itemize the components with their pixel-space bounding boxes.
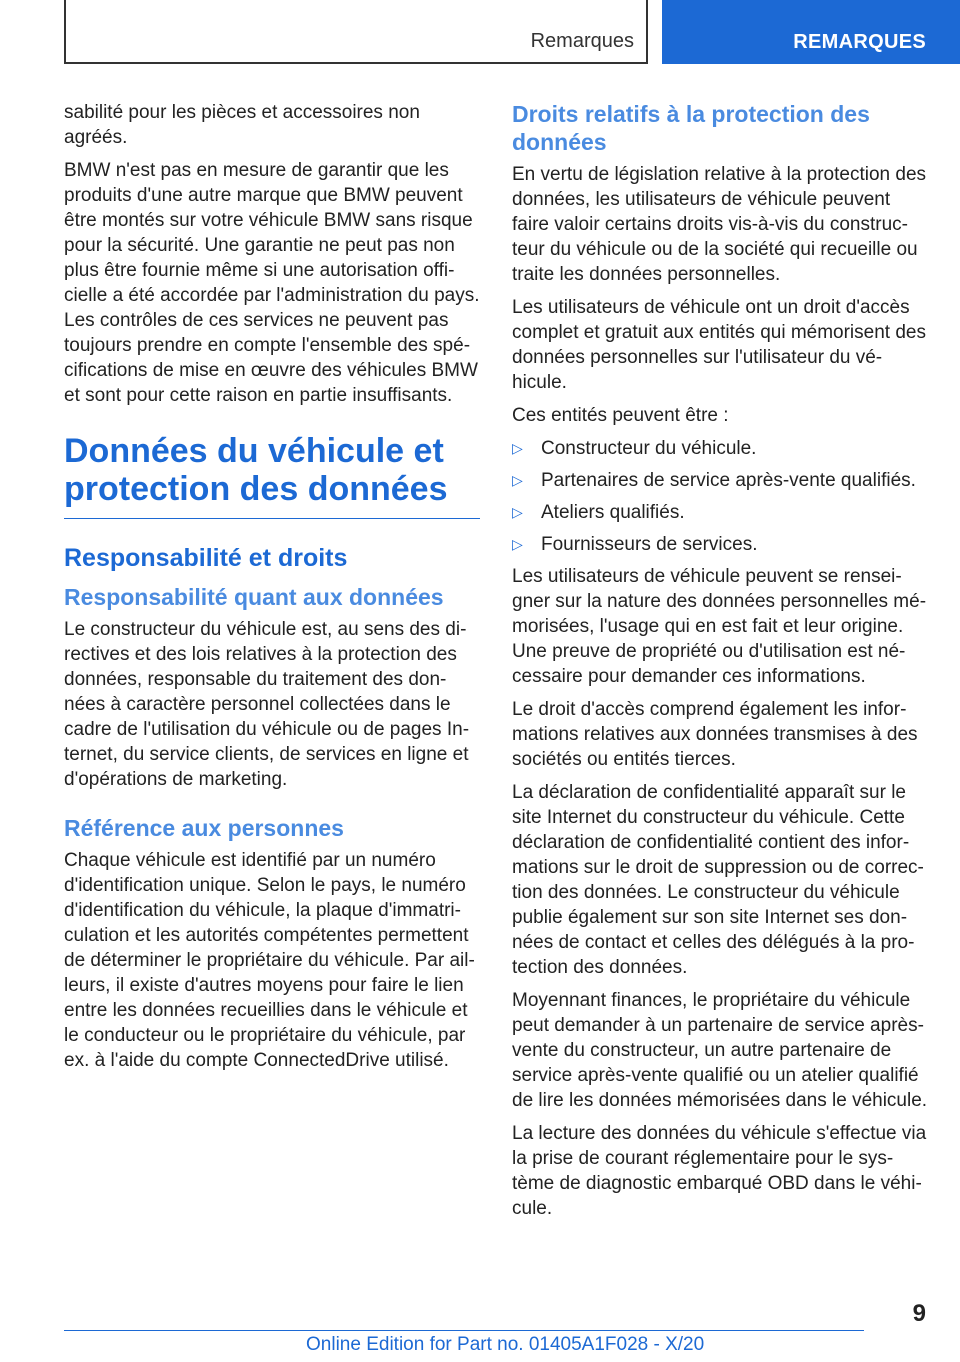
footer-divider [64, 1330, 864, 1331]
paragraph: Les utilisateurs de véhicule peuvent se renseigner sur la nature des données personnelles mémorisées, l'usage qui en est fait et leur origine. Une preuve de propriété ou d'utilisation est nécessaire pour demander ces informations. [512, 566, 927, 687]
right-column [512, 100, 928, 1229]
list-item-text: Ateliers qualifiés. [541, 502, 685, 523]
section-heading: Données du véhicule et protection des données [64, 432, 480, 519]
list-item [512, 500, 928, 525]
paragraph: Moyennant finances, le propriétaire du véhicule peut demander à un partenaire de service après-vente du constructeur, un autre partenaire de service après-vente qualifié ou un atelier qualifié de lire les données mémorisées dans le véhicule. [512, 990, 928, 1111]
paragraph: Ces entités peuvent être : [512, 405, 729, 426]
header-section-title: Remarques [530, 30, 634, 52]
list-item [512, 436, 928, 461]
header-section-box [64, 0, 648, 64]
topic-heading: Responsabilité quant aux données [64, 584, 444, 610]
paragraph: BMW n'est pas en mesure de garantir que les produits d'une autre marque que BMW peuvent être montés sur votre véhicule BMW sans risque pour la sécurité. Une garantie ne peut pas non plus être fournie même si une autorisation officielle a été accordée par l'administration du pays. Les contrôles de ces services ne peuvent pas toujours prendre en compte l'ensemble des spécifications de mise en œuvre des véhicules BMW et sont pour cette raison en partie insuffisants. [64, 160, 480, 406]
page-number: 9 [912, 1300, 926, 1327]
topic-heading: Droits relatifs à la protection des données [512, 101, 870, 155]
paragraph: Les utilisateurs de véhicule ont un droit d'accès complet et gratuit aux entités qui mémorisent des données personnelles sur l'utilisateur du véhicule. [512, 297, 926, 393]
list-item-text: Fournisseurs de services. [541, 534, 758, 555]
triangle-bullet-icon: ▷ [512, 504, 523, 520]
entity-list [512, 436, 928, 557]
triangle-bullet-icon: ▷ [512, 536, 523, 552]
left-column [64, 100, 480, 1081]
paragraph: En vertu de législation relative à la protection des données, les utilisateurs de véhicule peuvent faire valoir certains droits vis-à-vis du constructeur du véhicule ou de la société qui recueille ou traite les données personnelles. [512, 164, 927, 285]
header-chapter-tab [662, 0, 960, 64]
paragraph: La déclaration de confidentialité apparaît sur le site Internet du constructeur du véhicule. Cette déclaration de confidentialité contient des informations sur le droit de suppression ou de correction des données. Le constructeur du véhicule publie également sur son site Internet ses données de contact et celles des délégués à la protection des données. [512, 782, 924, 978]
topic-heading: Référence aux personnes [64, 815, 344, 841]
paragraph: La lecture des données du véhicule s'effectue via la prise de courant réglementaire pour le système de diagnostic embarqué OBD dans le véhicule. [512, 1123, 927, 1219]
triangle-bullet-icon: ▷ [512, 472, 523, 488]
list-item-text: Constructeur du véhicule. [541, 438, 757, 459]
paragraph: Chaque véhicule est identifié par un numéro d'identification unique. Selon le pays, le numéro d'identification du véhicule, la plaque d'immatriculation et les autorités compétentes permettent de déterminer le propriétaire du véhicule. Par ailleurs, il existe d'autres moyens pour faire le lien entre les données recueillies dans le véhicule et le conducteur ou le propriétaire du véhicule, par ex. à l'aide du compte ConnectedDrive utilisé. [64, 850, 475, 1071]
subsection-heading: Responsabilité et droits [64, 544, 348, 572]
paragraph: sabilité pour les pièces et accessoires non agréés. [64, 102, 420, 148]
list-item-text: Partenaires de service après-vente qualifiés. [541, 470, 916, 491]
footer-edition: Online Edition for Part no. 01405A1F028 - X/20 [306, 1334, 705, 1355]
triangle-bullet-icon: ▷ [512, 440, 523, 456]
list-item [512, 468, 928, 493]
header-chapter-title: REMARQUES [793, 31, 926, 53]
paragraph: Le constructeur du véhicule est, au sens des directives et des lois relatives à la protection des données, responsable du traitement des données à caractère personnel collectées dans le cadre de l'utilisation du véhicule ou de pages Internet, du service clients, de services en ligne et d'opérations de marketing. [64, 619, 470, 790]
list-item [512, 532, 928, 557]
paragraph: Le droit d'accès comprend également les informations relatives aux données transmises à des sociétés ou entités tierces. [512, 699, 918, 770]
